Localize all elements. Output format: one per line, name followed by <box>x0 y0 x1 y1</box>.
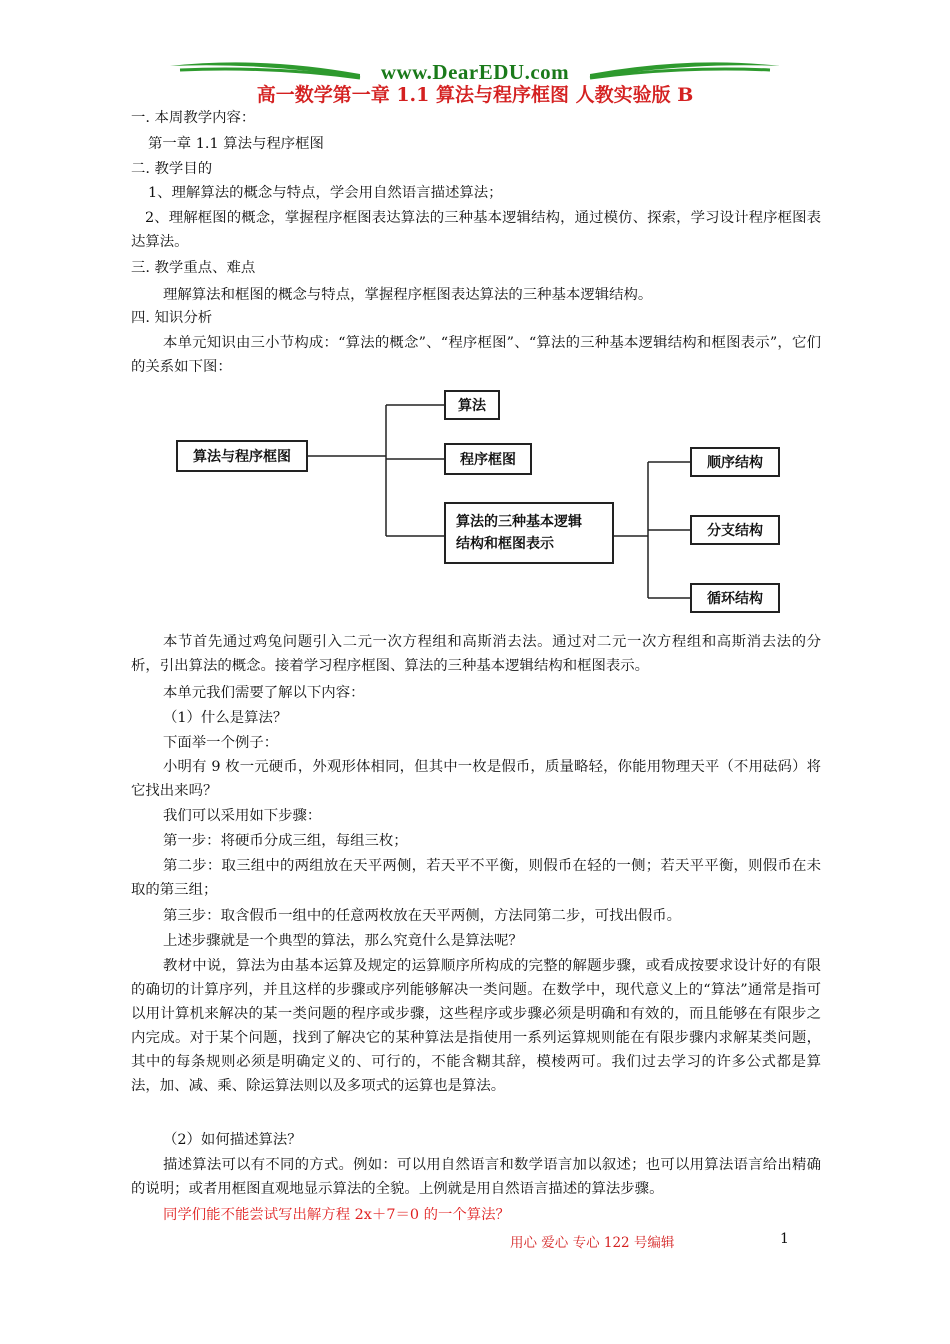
section-2-heading: 二. 教学目的 <box>131 161 213 177</box>
objective-1: 1、理解算法的概念与特点，学会用自然语言描述算法； <box>148 185 503 201</box>
objective-2: 2、理解框图的概念，掌握程序框图表达算法的三种基本逻辑结构，通过模仿、探索，学习设计程序框图表达算法。 <box>131 210 821 250</box>
site-logo[interactable]: www.DearEDU.com <box>380 60 570 84</box>
example-text: 小明有 9 枚一元硬币，外观形体相同，但其中一枚是假币，质量略轻，你能用物理天平（不用砝码）将它找出来吗？ <box>131 759 821 799</box>
section-1-heading: 一. 本周教学内容： <box>131 110 256 126</box>
step-3: 第三步：取含假币一组中的任意两枚放在天平两侧，方法同第二步，可找出假币。 <box>163 908 682 924</box>
node-three-structures-line2: 结构和框图表示 <box>456 536 554 552</box>
exercise-prompt: 同学们能不能尝试写出解方程 2x＋7＝0 的一个算法？ <box>163 1207 510 1223</box>
node-algorithm: 算法 <box>444 390 500 420</box>
node-loop: 循环结构 <box>690 583 780 613</box>
page-number: 1 <box>780 1231 789 1247</box>
node-sequence: 顺序结构 <box>690 447 780 477</box>
steps-intro: 我们可以采用如下步骤： <box>163 808 322 824</box>
section-3-heading: 三. 教学重点、难点 <box>131 260 256 276</box>
paragraph-intro-method: 本节首先通过鸡兔问题引入二元一次方程组和高斯消去法。通过对二元一次方程组和高斯消去法的分析，引出算法的概念。接着学习程序框图、算法的三种基本逻辑结构和框图表示。 <box>131 634 821 674</box>
step-2: 第二步：取三组中的两组放在天平两侧，若天平不平衡，则假币在轻的一侧；若天平平衡，则假币在未取的第三组； <box>131 858 821 898</box>
node-three-structures <box>444 502 614 564</box>
structure-diagram <box>160 378 800 618</box>
footer-text: 用心 爱心 专心 122 号编辑 <box>510 1235 675 1251</box>
section-1-content: 第一章 1.1 算法与程序框图 <box>148 136 324 152</box>
section-4-heading: 四. 知识分析 <box>131 310 213 326</box>
section-4-intro: 本单元知识由三小节构成：“算法的概念”、“程序框图”、“算法的三种基本逻辑结构和框图表示”，它们的关系如下图： <box>131 335 821 375</box>
question-what-is-algorithm: 上述步骤就是一个典型的算法，那么究竟什么是算法呢？ <box>163 933 523 949</box>
step-1: 第一步：将硬币分成三组，每组三枚； <box>163 833 408 849</box>
section-3-content: 理解算法和框图的概念与特点，掌握程序框图表达算法的三种基本逻辑结构。 <box>163 287 653 303</box>
algorithm-definition: 教材中说，算法为由基本运算及规定的运算顺序所构成的完整的解题步骤，或看成按要求设计好的有限的确切的计算序列，并且这样的步骤或序列能够解决一类问题。在数学中，现代意义上的“算法”通常是指可以用计算机来解决的某一类问题的程序或步骤，这些程序或步骤必须是明确和有效的，而且能够在有限步之内完成。对于某个问题，找到了解决它的某种算法是指使用一系列运算规则能在有限步骤内求解某类问题，其中的每条规则必须是明确定义的、可行的，不能含糊其辞，模棱两可。我们过去学习的许多公式都是算法，加、减、乘、除运算法则以及多项式的运算也是算法。 <box>131 958 821 1094</box>
example-intro: 下面举一个例子： <box>163 735 279 751</box>
question-2: （2）如何描述算法？ <box>163 1132 302 1148</box>
page-title: 高一数学第一章 1.1 算法与程序框图 人教实验版 B <box>256 84 694 106</box>
node-three-structures-line1: 算法的三种基本逻辑 <box>456 514 582 530</box>
question-1: （1）什么是算法？ <box>163 710 288 726</box>
node-flowchart: 程序框图 <box>444 443 532 475</box>
node-root: 算法与程序框图 <box>176 440 308 472</box>
node-branch: 分支结构 <box>690 515 780 545</box>
describe-algorithm: 描述算法可以有不同的方式。例如：可以用自然语言和数学语言加以叙述；也可以用算法语言给出精确的说明；或者用框图直观地显示算法的全貌。上例就是用自然语言描述的算法步骤。 <box>131 1157 821 1197</box>
paragraph-unit: 本单元我们需要了解以下内容： <box>163 685 365 701</box>
